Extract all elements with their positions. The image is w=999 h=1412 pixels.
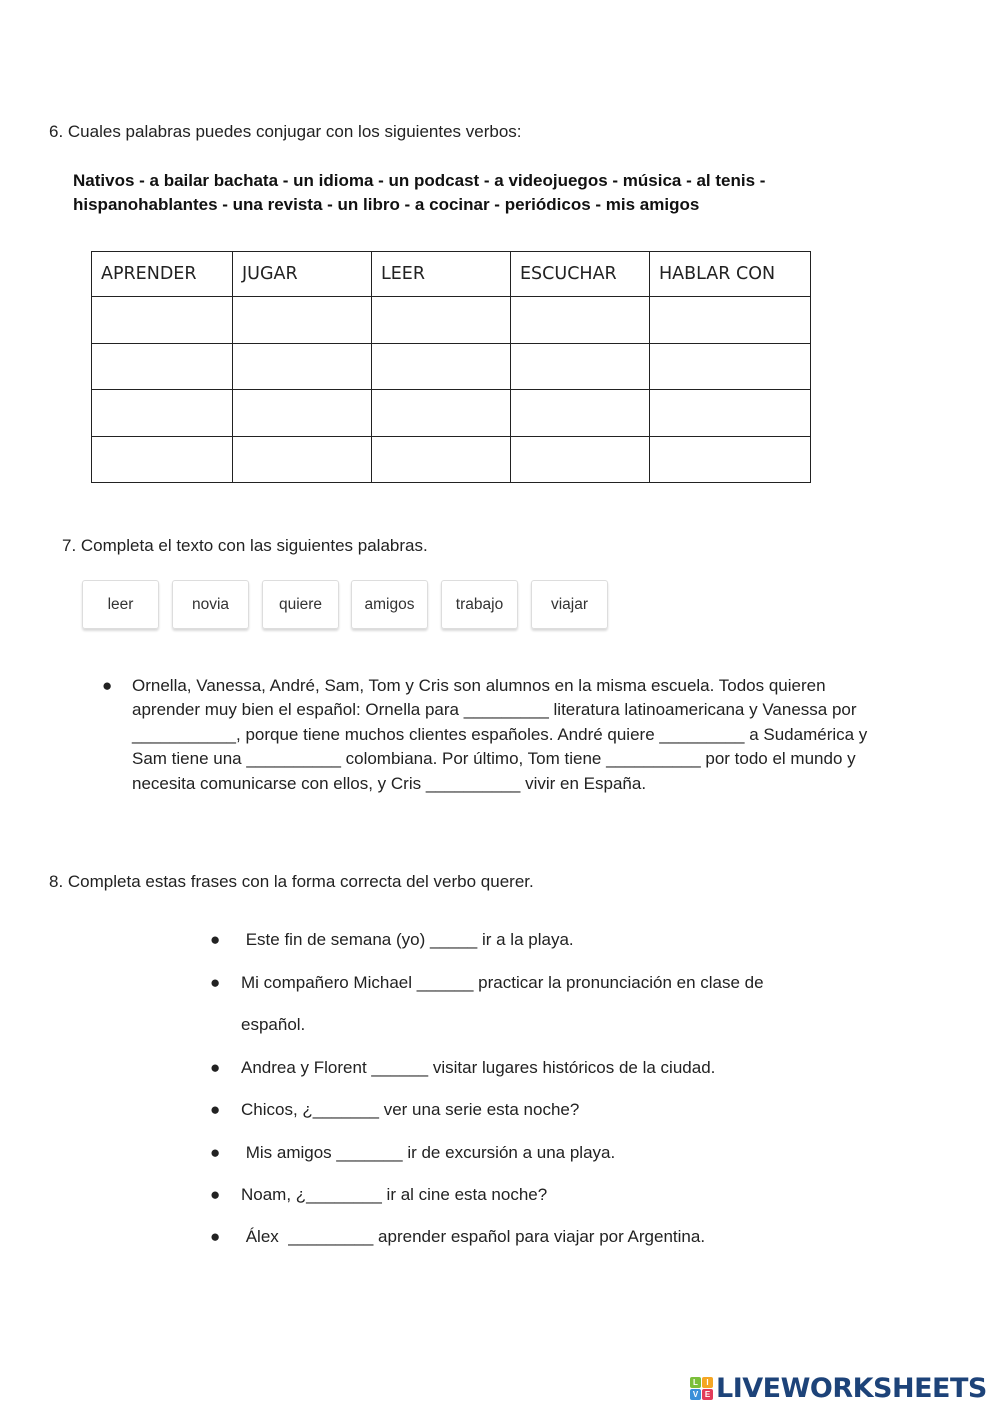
logo-letter: I [702, 1377, 713, 1388]
header-aprender: APRENDER [92, 252, 233, 297]
logo-letter: L [690, 1377, 701, 1388]
bullet: ● [210, 1100, 221, 1119]
answer-cell[interactable] [650, 436, 811, 483]
answer-cell[interactable] [511, 297, 650, 344]
answer-cell[interactable] [233, 436, 372, 483]
word-chip-novia[interactable]: novia [172, 580, 249, 629]
bullet: ● [210, 1058, 221, 1077]
answer-cell[interactable] [233, 343, 372, 390]
answer-cell[interactable] [650, 390, 811, 437]
q8-item-text: Chicos, ¿_______ ver una serie esta noche? [241, 1100, 580, 1119]
answer-cell[interactable] [511, 436, 650, 483]
bullet: ● [210, 973, 221, 992]
answer-cell[interactable] [372, 390, 511, 437]
bullet: ● [210, 1143, 221, 1162]
answer-cell[interactable] [372, 436, 511, 483]
bullet: ● [210, 930, 221, 949]
logo-text: LIVEWORKSHEETS [716, 1373, 987, 1404]
q8-item-text: Este fin de semana (yo) _____ ir a la playa. [241, 930, 574, 949]
logo-letter: E [702, 1389, 713, 1400]
answer-cell[interactable] [650, 297, 811, 344]
q8-item-text: Álex _________ aprender español para viajar por Argentina. [241, 1227, 706, 1246]
answer-cell[interactable] [92, 436, 233, 483]
q7-title: 7. Completa el texto con las siguientes palabras. [62, 536, 428, 555]
header-leer: LEER [372, 252, 511, 297]
word-chip-trabajo[interactable]: trabajo [441, 580, 518, 629]
answer-cell[interactable] [511, 343, 650, 390]
word-chip-amigos[interactable]: amigos [351, 580, 428, 629]
word-chip-quiere[interactable]: quiere [262, 580, 339, 629]
q6-title: 6. Cuales palabras puedes conjugar con los siguientes verbos: [49, 122, 522, 141]
q6-words-line2: hispanohablantes - una revista - un libro - a cocinar - periódicos - mis amigos [73, 195, 700, 214]
liveworksheets-logo [690, 1373, 987, 1404]
answer-cell[interactable] [233, 390, 372, 437]
q6-words-line1: Nativos - a bailar bachata - un idioma - un podcast - a videojuegos - música - al tenis - [73, 171, 766, 190]
header-escuchar: ESCUCHAR [511, 252, 650, 297]
word-chip-viajar[interactable]: viajar [531, 580, 608, 629]
verb-table [91, 251, 811, 483]
bullet: ● [210, 1185, 221, 1204]
q8-item-text: Andrea y Florent ______ visitar lugares históricos de la ciudad. [241, 1058, 716, 1077]
q8-item-text: español. [241, 1015, 306, 1034]
bullet: ● [102, 676, 113, 695]
q8-item-text: Mis amigos _______ ir de excursión a una playa. [241, 1143, 616, 1162]
word-chip-leer[interactable]: leer [82, 580, 159, 629]
answer-cell[interactable] [233, 297, 372, 344]
answer-cell[interactable] [511, 390, 650, 437]
header-hablar-con: HABLAR CON [650, 252, 811, 297]
answer-cell[interactable] [92, 390, 233, 437]
logo-letter: V [690, 1389, 701, 1400]
q8-item-text: Noam, ¿________ ir al cine esta noche? [241, 1185, 548, 1204]
answer-cell[interactable] [92, 343, 233, 390]
logo-squares-icon [690, 1377, 713, 1400]
answer-cell[interactable] [372, 343, 511, 390]
bullet: ● [210, 1227, 221, 1246]
answer-cell[interactable] [650, 343, 811, 390]
answer-cell[interactable] [92, 297, 233, 344]
q7-paragraph: Ornella, Vanessa, André, Sam, Tom y Cris son alumnos en la misma escuela. Todos quieren aprender muy bien el español: Ornella para _________ literatura latinoamericana y Vanessa por ___________, porque tiene muchos clientes españoles. André quiere _________ a Sudamérica y Sam tiene una __________ colombiana. Por último, Tom tiene __________ por todo el mundo y necesita comunicarse con ellos, y Cris __________ vivir en España. [132, 676, 868, 793]
q8-item-text: Mi compañero Michael ______ practicar la pronunciación en clase de [241, 973, 764, 992]
q8-title: 8. Completa estas frases con la forma correcta del verbo querer. [49, 872, 534, 891]
header-jugar: JUGAR [233, 252, 372, 297]
answer-cell[interactable] [372, 297, 511, 344]
